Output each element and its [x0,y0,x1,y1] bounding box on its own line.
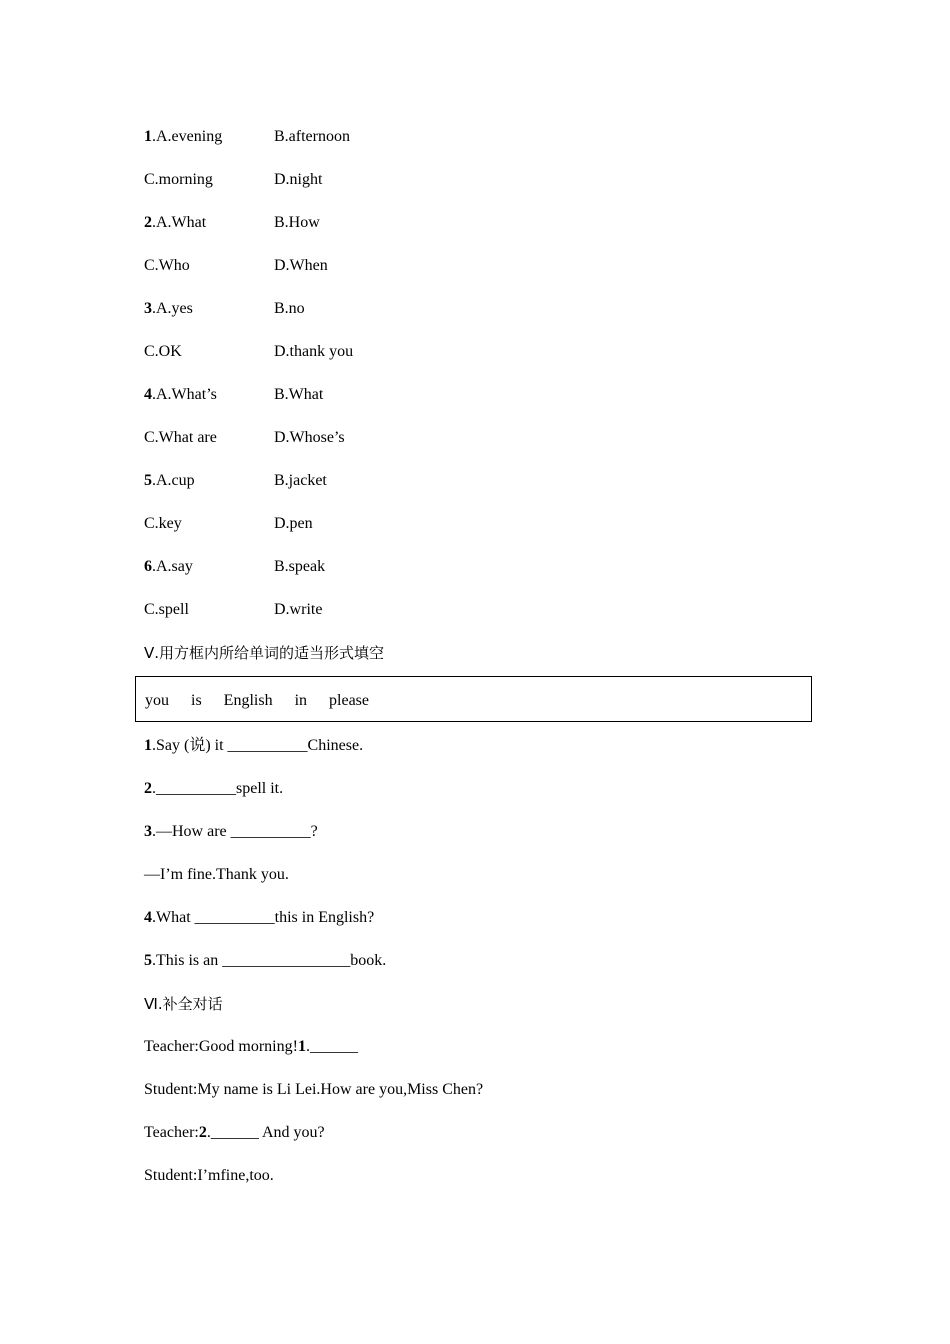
q5-number: 5 [144,472,152,489]
q6-number: 6 [144,558,152,575]
q4-number: 4 [144,386,152,403]
fill-item-1-text: .Say (说) it __________Chinese. [152,737,364,754]
q1-option-c: C.morning [144,171,213,188]
q3-option-d: D.thank you [274,343,354,360]
fill-item-5 [144,951,386,971]
fill-item-4-text: .What __________this in English? [152,909,375,926]
q2-number: 2 [144,214,152,231]
q2-option-c: C.Who [144,257,190,274]
fill-item-3 [144,822,318,842]
fill-item-1 [144,736,363,756]
q3-number: 3 [144,300,152,317]
q1-option-b: B.afternoon [274,128,350,145]
q4-option-b: B.What [274,386,324,403]
fill-item-2 [144,779,283,799]
dialogue-line-3-number: 2 [198,1124,207,1141]
fill-item-4-number: 4 [144,909,152,926]
dialogue-line-3 [144,1123,325,1143]
q6-option-c: C.spell [144,601,189,618]
fill-item-5-text: .This is an ________________book. [152,952,387,969]
word-is: is [191,692,202,709]
dialogue-line-2 [144,1080,483,1100]
word-you: you [145,692,169,709]
dialogue-line-4-text: Student:I’mfine,too. [144,1167,274,1184]
fill-item-4 [144,908,374,928]
q2-option-b: B.How [274,214,320,231]
fill-item-3-answer-text: —I’m fine.Thank you. [144,866,289,883]
q4-option-c: C.What are [144,429,217,446]
dialogue-line-1 [144,1037,358,1057]
dialogue-line-3-blank: .______ And you? [206,1124,325,1141]
fill-item-3-answer [144,865,289,885]
fill-item-2-number: 2 [144,780,152,797]
section6-heading: Ⅵ.补全对话 [144,995,223,1013]
q5-option-c: C.key [144,515,182,532]
dialogue-line-1-number: 1 [297,1038,306,1055]
q4-option-d: D.Whose’s [274,429,345,446]
q5-option-d: D.pen [274,515,313,532]
fill-item-5-number: 5 [144,952,152,969]
dialogue-line-4 [144,1166,274,1186]
q6-option-a: .A.say [152,558,193,575]
word-please: please [329,692,369,709]
section5-heading: Ⅴ.用方框内所给单词的适当形式填空 [144,644,385,662]
q4-option-a: .A.What’s [152,386,217,403]
q1-number: 1 [144,128,152,145]
q5-option-b: B.jacket [274,472,327,489]
word-in: in [294,692,308,709]
dialogue-line-1-blank: .______ [305,1038,358,1055]
q2-option-a: .A.What [152,214,207,231]
q3-option-c: C.OK [144,343,182,360]
q6-option-b: B.speak [274,558,326,575]
q6-option-d: D.write [274,601,323,618]
word-english: English [223,692,273,709]
fill-item-3-number: 3 [144,823,152,840]
fill-item-2-text: .__________spell it. [152,780,284,797]
q3-option-b: B.no [274,300,305,317]
dialogue-line-1-text: Teacher:Good morning! [144,1038,298,1055]
fill-item-3-text: .—How are __________? [152,823,318,840]
word-box [135,676,812,722]
q1-option-d: D.night [274,171,323,188]
q2-option-d: D.When [274,257,328,274]
fill-item-1-number: 1 [144,737,152,754]
dialogue-line-2-text: Student:My name is Li Lei.How are you,Miss Chen? [144,1081,484,1098]
q1-option-a: .A.evening [152,128,223,145]
q3-option-a: .A.yes [152,300,193,317]
q5-option-a: .A.cup [152,472,195,489]
dialogue-line-3-text: Teacher: [144,1124,199,1141]
